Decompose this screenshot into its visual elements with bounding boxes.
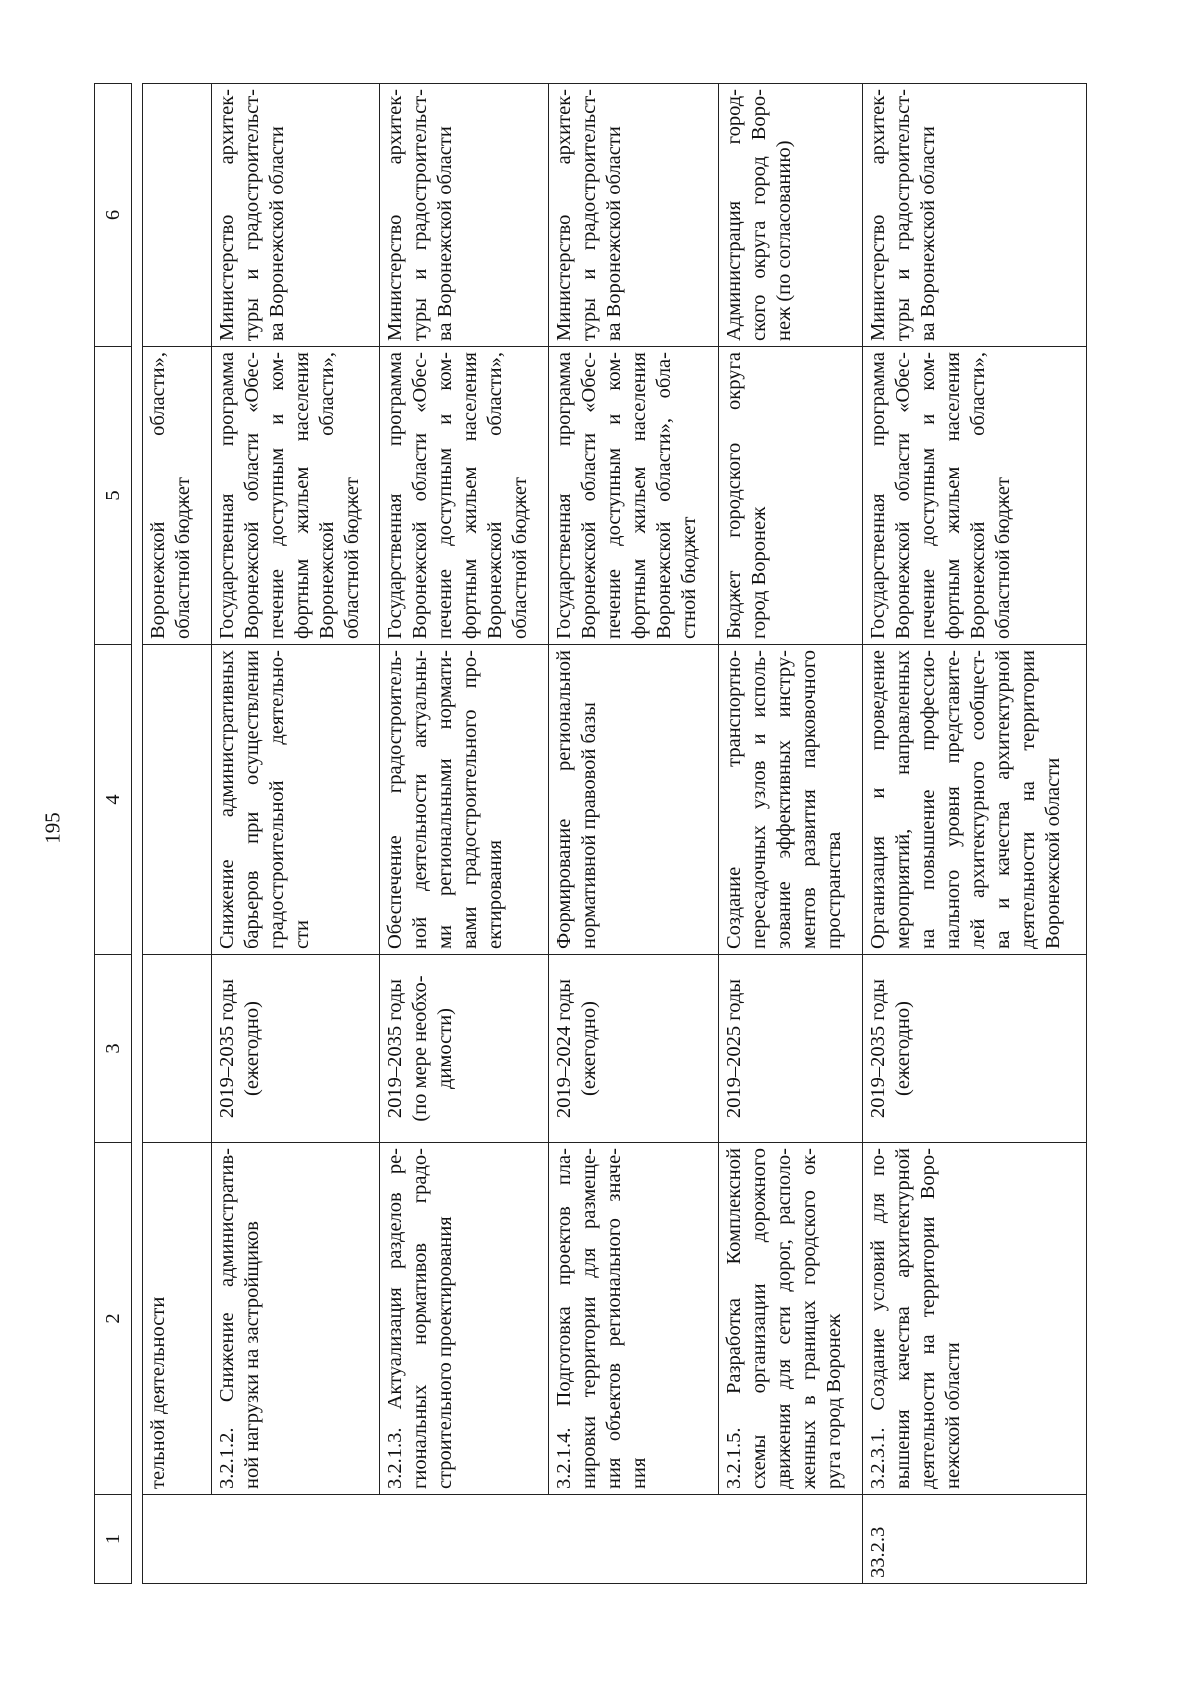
cell-text-line: Воронежской области», обла- [653, 352, 675, 639]
cell-number [143, 1495, 863, 1584]
column-number-header [94, 83, 132, 1584]
cell-period [143, 955, 212, 1143]
cell-text-line: Создание транспортно- [723, 650, 745, 949]
cell-text-line: нировки территории для размеще- [578, 1148, 600, 1489]
cell-text-line: ной нагрузки на застройщиков [241, 1221, 263, 1489]
cell-text-line: 3.2.3.1. Создание условий для по- [867, 1148, 889, 1489]
cell-result [212, 645, 380, 955]
cell-responsible [863, 84, 1087, 347]
cell-text-line: областной бюджет [172, 477, 194, 639]
cell-number: 33.2.3 [863, 1495, 1087, 1584]
cell-text-line: ментов развития парковочного [798, 650, 820, 949]
cell-text-line: нежской области [942, 1342, 964, 1489]
cell-measure [212, 1143, 380, 1495]
cell-text-line: Бюджет городского округа [723, 352, 745, 639]
cell-text-line: нального уровня представите- [942, 650, 964, 949]
cell-text-line: 3.2.1.2. Снижение административ- [216, 1148, 238, 1489]
column-number-3: 3 [95, 955, 132, 1143]
cell-text-line: мероприятий, направленных [892, 650, 914, 949]
cell-text-line: печение доступным и ком- [434, 352, 456, 639]
cell-result [549, 645, 719, 955]
cell-text-line: Воронежской области «Обес- [892, 352, 914, 639]
table-row [380, 84, 549, 1584]
cell-period [719, 955, 863, 1143]
cell-text-line: Воронежской области [1042, 757, 1064, 949]
cell-measure [719, 1143, 863, 1495]
cell-text-line: ния объектов регионального значе- [603, 1148, 625, 1489]
table-row [212, 84, 380, 1584]
cell-responsible [549, 84, 719, 347]
table-row [863, 84, 1087, 1584]
cell-text-line: 2019–2035 годы [216, 978, 238, 1119]
cell-text-line: 2019–2024 годы [553, 978, 575, 1119]
cell-text-line: Государственная программа [553, 352, 575, 639]
cell-text-line: градостроительной деятельно- [266, 650, 288, 949]
cell-text-line: областной бюджет [992, 477, 1014, 639]
cell-text-line: Министерство архитек- [553, 89, 575, 341]
cell-text-line: зование эффективных инстру- [773, 650, 795, 949]
cell-period [212, 955, 380, 1143]
measures-table [142, 83, 1087, 1584]
cell-text-line: пространства [823, 831, 845, 949]
cell-text-line: 2019–2035 годы [867, 978, 889, 1119]
cell-text-line: печение доступным и ком- [603, 352, 625, 639]
column-number-2: 2 [95, 1143, 132, 1495]
cell-measure [863, 1143, 1087, 1495]
column-number-6: 6 [95, 84, 132, 347]
cell-text-line: на повышение профессио- [917, 650, 939, 949]
cell-funding [719, 347, 863, 645]
cell-text-line: областной бюджет [341, 477, 363, 639]
cell-text-line: Воронежской области «Обес- [409, 352, 431, 639]
cell-text-line: стной бюджет [678, 516, 700, 639]
cell-responsible [143, 84, 212, 347]
cell-result [863, 645, 1087, 955]
cell-text-line: Воронежской области «Обес- [241, 352, 263, 639]
cell-text-line: Формирование региональной [553, 650, 575, 949]
cell-text-line: ского округа город Воро- [748, 89, 770, 341]
column-number-1: 1 [95, 1495, 132, 1584]
cell-text-line: движения для сети дорог, располо- [773, 1148, 795, 1489]
cell-text-line: Государственная программа [867, 352, 889, 639]
cell-text-line: (ежегодно) [241, 1001, 263, 1096]
cell-text-line: неж (по согласованию) [773, 140, 795, 341]
cell-period [380, 955, 549, 1143]
cell-text-line: фортным жильем населения [291, 352, 313, 639]
cell-text-line: туры и градостроительст- [892, 89, 914, 341]
cell-responsible [212, 84, 380, 347]
cell-measure [380, 1143, 549, 1495]
cell-text-line: Организация и проведение [867, 650, 889, 949]
cell-text-line: Воронежской области», [484, 352, 506, 639]
cell-text-line: сти [291, 919, 313, 949]
column-number-5: 5 [95, 347, 132, 645]
cell-measure [549, 1143, 719, 1495]
page-number: 195 [40, 812, 65, 844]
cell-text-line: туры и градостроительст- [409, 89, 431, 341]
cell-text-line: вами градостроительного про- [459, 650, 481, 949]
cell-text-line: ной деятельности актуальны- [409, 650, 431, 949]
cell-text-line: ми региональными нормати- [434, 650, 456, 949]
cell-text-line: деятельности на территории Воро- [917, 1148, 939, 1489]
cell-text-line: ва Воронежской области [603, 126, 625, 341]
cell-text-line: (ежегодно) [578, 1001, 600, 1096]
cell-text-line: гиональных нормативов градо- [409, 1148, 431, 1489]
cell-text-line: димости) [434, 1008, 456, 1089]
cell-text-line: лей архитектурного сообщест- [967, 650, 989, 949]
cell-text-line: Министерство архитек- [384, 89, 406, 341]
cell-funding [380, 347, 549, 645]
cell-text-line: Воронежской области», [147, 352, 169, 639]
cell-text-line: Министерство архитек- [216, 89, 238, 341]
cell-responsible [380, 84, 549, 347]
cell-result [380, 645, 549, 955]
cell-text-line: 2019–2025 годы [723, 978, 745, 1119]
cell-funding [143, 347, 212, 645]
cell-text-line: ва Воронежской области [434, 126, 456, 341]
cell-text-line: 3.2.1.3. Актуализация разделов ре- [384, 1148, 406, 1489]
cell-text-line: деятельности на территории [1017, 650, 1039, 949]
cell-text-line: фортным жильем населения [942, 352, 964, 639]
cell-text-line: ва Воронежской области [917, 126, 939, 341]
cell-text-line: строительного проектирования [434, 1216, 456, 1489]
cell-text-line: Воронежской области «Обес- [578, 352, 600, 639]
cell-text-line: Государственная программа [384, 352, 406, 639]
cell-text-line: 3.2.1.4. Подготовка проектов пла- [553, 1148, 575, 1489]
cell-text-line: печение доступным и ком- [917, 352, 939, 639]
cell-period [549, 955, 719, 1143]
cell-text-line: город Воронеж [748, 506, 770, 639]
table-row [719, 84, 863, 1584]
cell-text-line: Воронежской области», [967, 352, 989, 639]
cell-text-line: Министерство архитек- [867, 89, 889, 341]
cell-text-line: руга город Воронеж [823, 1313, 845, 1489]
rotated-table-container [94, 84, 1091, 1584]
table-row [549, 84, 719, 1584]
cell-text-line: Воронежской области», [316, 352, 338, 639]
cell-text-line: ектирования [484, 839, 506, 949]
cell-period [863, 955, 1087, 1143]
cell-text-line: Государственная программа [216, 352, 238, 639]
cell-text-line: тельной деятельности [147, 1296, 169, 1489]
cell-responsible [719, 84, 863, 347]
table-row [143, 84, 212, 1584]
cell-text-line: областной бюджет [509, 477, 531, 639]
cell-text-line: ва Воронежской области [266, 126, 288, 341]
cell-text-line: фортным жильем населения [628, 352, 650, 639]
cell-text-line: печение доступным и ком- [266, 352, 288, 639]
cell-text-line: 3.2.1.5. Разработка Комплексной [723, 1148, 745, 1489]
cell-text-line: (по мере необхо- [409, 975, 431, 1122]
cell-measure [143, 1143, 212, 1495]
cell-funding [212, 347, 380, 645]
cell-text-line: фортным жильем населения [459, 352, 481, 639]
cell-text-line: Снижение административных [216, 650, 238, 949]
cell-funding [863, 347, 1087, 645]
cell-funding [549, 347, 719, 645]
cell-text-line: барьеров при осуществлении [241, 650, 263, 949]
cell-text-line: ния [628, 1457, 650, 1489]
cell-text-line: туры и градостроительст- [578, 89, 600, 341]
cell-text-line: ва и качества архитектурной [992, 650, 1014, 949]
cell-result [719, 645, 863, 955]
cell-text-line: нормативной правовой базы [578, 702, 600, 949]
cell-result [143, 645, 212, 955]
column-number-4: 4 [95, 645, 132, 955]
cell-text-line: Администрация город- [723, 89, 745, 341]
cell-text-line: 2019–2035 годы [384, 978, 406, 1119]
cell-text-line: женных в границах городского ок- [798, 1148, 820, 1489]
cell-text-line: схемы организации дорожного [748, 1148, 770, 1489]
cell-text-line: туры и градостроительст- [241, 89, 263, 341]
cell-text-line: (ежегодно) [892, 1001, 914, 1096]
cell-text-line: вышения качества архитектурной [892, 1148, 914, 1489]
cell-text-line: Обеспечение градостроитель- [384, 650, 406, 949]
cell-text-line: пересадочных узлов и исполь- [748, 650, 770, 949]
